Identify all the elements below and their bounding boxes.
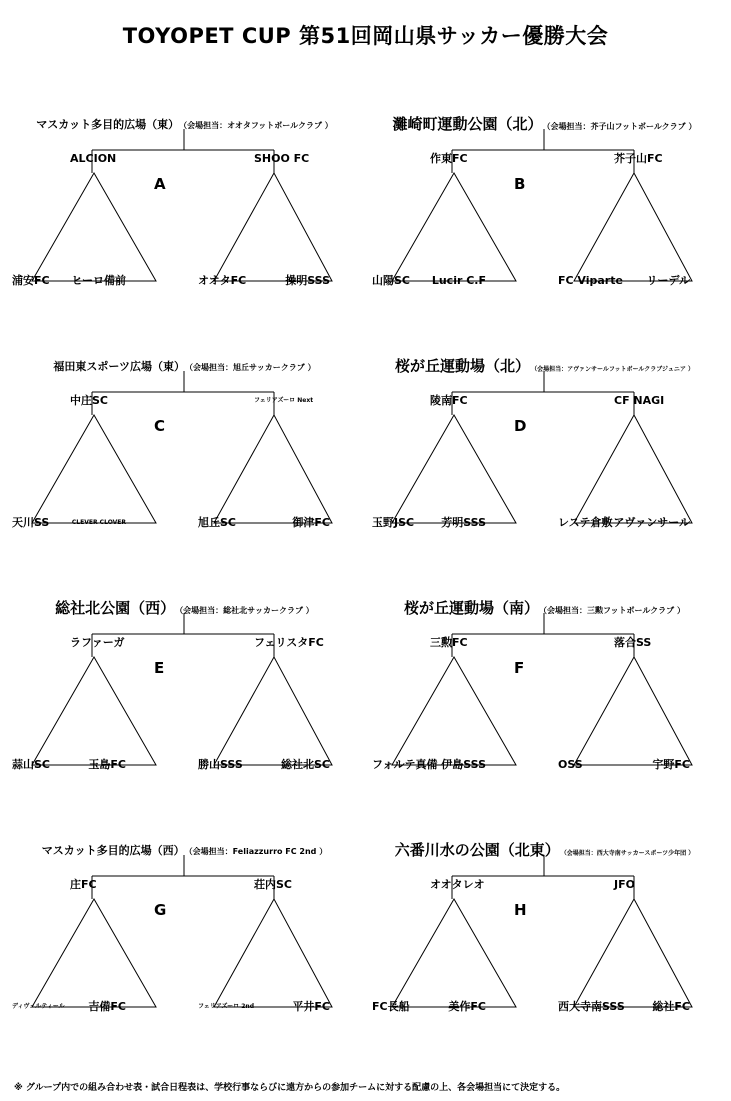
triangle-right	[214, 657, 332, 765]
venue-manager: （会場担当：総社北サッカークラブ ）	[179, 606, 314, 615]
team-bottom-4: アヴァンサール	[613, 516, 690, 529]
triangle-left	[32, 657, 156, 765]
group-c	[12, 355, 357, 545]
team-bottom-3: 勝山SSS	[198, 758, 243, 771]
team-bottom-2: 玉島FC	[88, 758, 126, 771]
group-letter: G	[154, 901, 167, 919]
venue-name: 福田東スポーツ広場（東）	[53, 360, 185, 373]
team-top-right: 芥子山FC	[614, 152, 663, 165]
venue-header	[372, 839, 717, 860]
group-letter: D	[514, 417, 527, 435]
team-bottom-2: 美作FC	[448, 1000, 486, 1013]
group-letter: C	[154, 417, 166, 435]
triangle-right	[214, 173, 332, 281]
venue-header	[12, 113, 357, 132]
team-top-right: 落合SS	[614, 636, 652, 649]
triangle-left	[32, 173, 156, 281]
triangle-right	[574, 415, 692, 523]
team-bottom-2: CLEVER CLOVER	[71, 519, 126, 526]
venue-manager: （会場担当：西大寺南サッカースポーツ少年団 ）	[563, 850, 695, 857]
team-bottom-4: 総社北SC	[281, 758, 330, 771]
team-bottom-3: FC Viparte	[558, 274, 623, 287]
triangle-right	[574, 899, 692, 1007]
venue-header	[372, 355, 717, 376]
team-bottom-1: 山陽SC	[372, 274, 410, 287]
team-bottom-2: 伊島SSS	[441, 758, 486, 771]
team-bottom-4: 操明SSS	[285, 274, 330, 287]
team-bottom-4: リーデル	[646, 274, 690, 287]
team-bottom-3: オオタFC	[198, 274, 247, 287]
venue-header	[12, 597, 357, 618]
team-bottom-1: 玉野JSC	[372, 516, 415, 529]
group-letter: H	[514, 901, 527, 919]
team-top-right: JFO	[614, 878, 635, 891]
group-f	[372, 597, 717, 787]
group-letter: F	[514, 659, 525, 677]
team-top-left: 作東FC	[430, 152, 468, 165]
team-top-left: ラファーガ	[70, 636, 125, 649]
team-top-left: オオタレオ	[430, 878, 485, 891]
team-top-left: 陵南FC	[430, 394, 468, 407]
team-bottom-1: 浦安FC	[12, 274, 50, 287]
team-bottom-3: OSS	[558, 758, 583, 771]
group-d	[372, 355, 717, 545]
triangle-left	[392, 899, 516, 1007]
venue-name: マスカット多目的広場（西）	[41, 844, 185, 857]
team-bottom-1: フォルテ真備	[372, 758, 438, 771]
venue-manager: （会場担当：旭丘サッカークラブ ）	[188, 363, 316, 372]
group-e	[12, 597, 357, 787]
triangle-right	[574, 173, 692, 281]
team-bottom-2: ヒーロ備前	[71, 274, 126, 287]
team-bottom-1: 天川SS	[12, 516, 50, 529]
team-bottom-4: 宇野FC	[652, 758, 690, 771]
venue-header	[372, 113, 717, 134]
team-top-left: ALCION	[70, 152, 117, 165]
venue-header	[372, 597, 717, 618]
venue-name: マスカット多目的広場（東）	[36, 118, 180, 131]
venue-header	[12, 355, 357, 374]
venue-manager: （会場担当：芥子山フットボールクラブ ）	[546, 122, 697, 131]
venue-name: 桜が丘運動場（南）	[404, 599, 540, 617]
team-bottom-2: 吉備FC	[88, 1000, 126, 1013]
team-bottom-3: レステ倉敷	[558, 516, 613, 529]
team-bottom-3: フェリアズーロ 2nd	[198, 1003, 254, 1010]
team-bottom-3: 西大寺南SSS	[558, 1000, 625, 1013]
group-b	[372, 113, 717, 303]
venue-manager: （会場担当：三勲フットボールクラブ ）	[543, 606, 685, 615]
triangle-right	[214, 415, 332, 523]
venue-header	[12, 839, 357, 858]
team-top-right: 荘内SC	[254, 878, 292, 891]
team-top-left: 三勲FC	[430, 636, 468, 649]
venue-name: 総社北公園（西）	[55, 599, 176, 617]
team-top-left: 中庄SC	[70, 394, 108, 407]
triangle-left	[392, 173, 516, 281]
triangle-left	[32, 899, 156, 1007]
team-bottom-2: 芳明SSS	[441, 516, 486, 529]
venue-manager: （会場担当：アヴァンサールフットボールクラブジュニア ）	[534, 366, 694, 373]
group-letter: B	[514, 175, 526, 193]
team-bottom-2: Lucir C.F	[431, 274, 486, 287]
venue-name: 灘崎町運動公園（北）	[392, 115, 543, 133]
group-a	[12, 113, 357, 303]
venue-name: 六番川水の公園（北東）	[394, 841, 560, 859]
team-bottom-3: 旭丘SC	[198, 516, 236, 529]
venue-manager: （会場担当：Feliazzurro FC 2nd ）	[188, 847, 328, 856]
team-top-left: 庄FC	[70, 878, 97, 891]
team-top-right: CF NAGI	[614, 394, 665, 407]
triangle-left	[392, 415, 516, 523]
team-top-right: フェリアズーロ Next	[254, 397, 314, 404]
triangle-left	[392, 657, 516, 765]
group-h	[372, 839, 717, 1029]
team-bottom-4: 総社FC	[652, 1000, 690, 1013]
team-bottom-4: 御津FC	[292, 516, 330, 529]
team-bottom-1: ディヴェルティール	[12, 1003, 65, 1010]
venue-manager: （会場担当：オオタフットボールクラブ ）	[183, 121, 333, 130]
group-letter: A	[154, 175, 166, 193]
team-top-right: SHOO FC	[254, 152, 310, 165]
team-bottom-1: 蒜山SC	[12, 758, 50, 771]
footnote: ※ グループ内での組み合わせ表・試合日程表は、学校行事ならびに遠方からの参加チームに対する配慮の上、各会場担当にて決定する。	[14, 1083, 566, 1093]
triangle-right	[214, 899, 332, 1007]
group-g	[12, 839, 357, 1029]
triangle-right	[574, 657, 692, 765]
venue-name: 桜が丘運動場（北）	[395, 357, 531, 375]
triangle-left	[32, 415, 156, 523]
page-title: TOYOPET CUP 第51回岡山県サッカー優勝大会	[122, 24, 609, 48]
team-bottom-4: 平井FC	[292, 1000, 330, 1013]
team-bottom-1: FC長船	[372, 1000, 410, 1013]
team-top-right: フェリスタFC	[254, 636, 324, 649]
group-letter: E	[154, 659, 165, 677]
